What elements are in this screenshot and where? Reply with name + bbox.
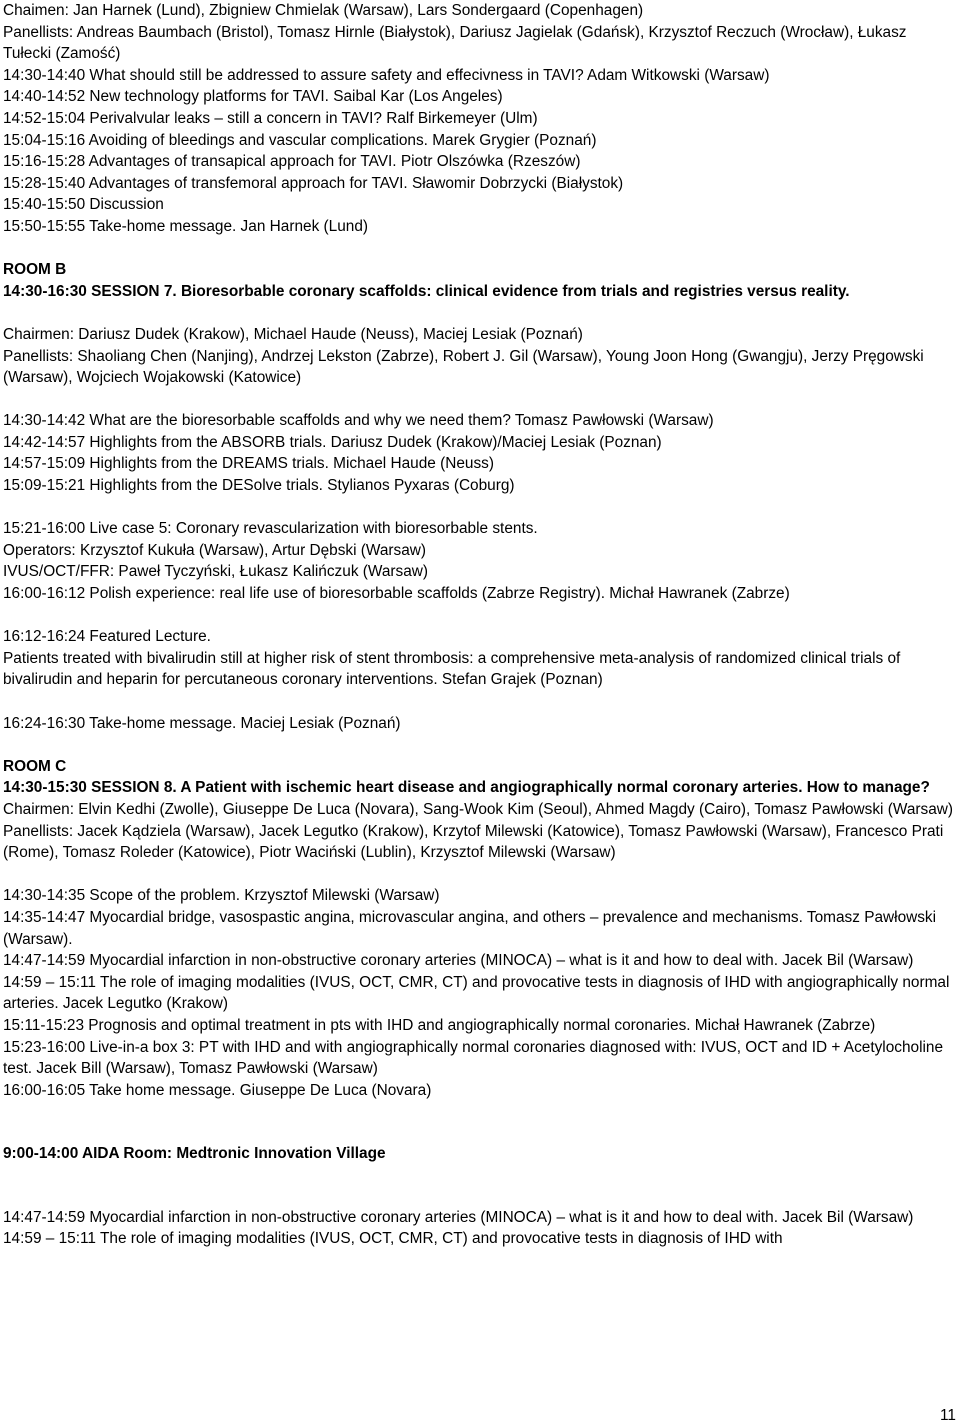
session7-talk: 14:57-15:09 Highlights from the DREAMS trials. Michael Haude (Neuss) (3, 455, 494, 473)
aida-talk: 14:47-14:59 Myocardial infarction in non-obstructive coronary arteries (MINOCA) – what is it and how to deal with. Jacek Bil (Warsaw) (3, 1208, 914, 1226)
session8-chairmen: Chairmen: Elvin Kedhi (Zwolle), Giuseppe De Luca (Novara), Sang-Wook Kim (Seoul), Ahmed Magdy (Cairo), Tomasz Pawłowski (Warsaw) (3, 800, 953, 818)
session7-talk: 14:30-14:42 What are the bioresorbable scaffolds and why we need them? Tomasz Pawłowski (Warsaw) (3, 412, 714, 430)
session8-title: 14:30-15:30 SESSION 8. A Patient with ischemic heart disease and angiographically normal coronary arteries. How to manage? (3, 779, 930, 797)
live-case-operators: Operators: Krzysztof Kukuła (Warsaw), Artur Dębski (Warsaw) (3, 541, 427, 559)
session6-talk: 15:40-15:50 Discussion (3, 196, 164, 214)
session7-talk: 14:42-14:57 Highlights from the ABSORB trials. Dariusz Dudek (Krakow)/Maciej Lesiak (Poznan) (3, 433, 662, 451)
session6-talk: 15:28-15:40 Advantages of transfemoral approach for TAVI. Sławomir Dobrzycki (Białystok) (3, 174, 624, 192)
session8-talk: 14:59 – 15:11 The role of imaging modalities (IVUS, OCT, CMR, CT) and provocative tests in diagnosis of IHD with angiographically normal arteries. Jacek Legutko (Krakow) (3, 973, 950, 1013)
session6-panellists: Panellists: Andreas Baumbach (Bristol), Tomasz Hirnle (Białystok), Dariusz Jagielak (Gdańsk), Krzysztof Reczuch (Wrocław), Łukasz Tułecki (Zamość) (3, 23, 907, 63)
session8-talk: 14:35-14:47 Myocardial bridge, vasospastic angina, microvascular angina, and others – prevalence and mechanisms. Tomasz Pawłowski (Warsaw). (3, 908, 937, 948)
session6-talk: 14:52-15:04 Perivalvular leaks – still a concern in TAVI? Ralf Birkemeyer (Ulm) (3, 109, 538, 127)
spacer (3, 302, 958, 324)
session6-talk: 15:50-15:55 Take-home message. Jan Harnek (Lund) (3, 217, 369, 235)
session8-talk: 15:11-15:23 Prognosis and optimal treatment in pts with IHD and angiographically normal coronaries. Michał Hawranek (Zabrze) (3, 1016, 876, 1034)
session6-talk: 15:04-15:16 Avoiding of bleedings and vascular complications. Marek Grygier (Poznań) (3, 131, 597, 149)
spacer (3, 691, 958, 713)
spacer (3, 238, 958, 260)
session8-talk: 15:23-16:00 Live-in-a box 3: PT with IHD and with angiographically normal coronaries diagnosed with: IVUS, OCT and ID + Acetylocholine test. Jacek Bill (Warsaw), Tomasz Pawłowski (Warsaw) (3, 1038, 944, 1078)
spacer (3, 1165, 958, 1195)
session8-panellists: Panellists: Jacek Kądziela (Warsaw), Jacek Legutko (Krakow), Krzytof Milewski (Katowice), Tomasz Pawłowski (Warsaw), Francesco Prati (Rome), Tomasz Roleder (Katowice), Piotr Waciński (Lublin), Krzysztof Milewski (Warsaw) (3, 822, 944, 862)
spacer (3, 864, 958, 886)
session8-talk: 16:00-16:05 Take home message. Giuseppe De Luca (Novara) (3, 1081, 432, 1099)
program-page (3, 0, 958, 1250)
room-c-heading: ROOM C (3, 757, 67, 775)
page-number: 11 (940, 1407, 956, 1424)
session8-talk: 14:47-14:59 Myocardial infarction in non-obstructive coronary arteries (MINOCA) – what is it and how to deal with. Jacek Bil (Warsaw) (3, 952, 914, 970)
aida-talk: 14:59 – 15:11 The role of imaging modalities (IVUS, OCT, CMR, CT) and provocative tests in diagnosis of IHD with (3, 1230, 783, 1248)
session7-take-home: 16:24-16:30 Take-home message. Maciej Lesiak (Poznań) (3, 714, 401, 732)
session6-talk: 14:30-14:40 What should still be addressed to assure safety and effecivness in TAVI? Adam Witkowski (Warsaw) (3, 66, 770, 84)
session8-talk: 14:30-14:35 Scope of the problem. Krzysztof Milewski (Warsaw) (3, 887, 440, 905)
session6-talk: 14:40-14:52 New technology platforms for TAVI. Saibal Kar (Los Angeles) (3, 88, 503, 106)
featured-lecture-text: Patients treated with bivalirudin still at higher risk of stent thrombosis: a comprehensive meta-analysis of randomized clinical trials of bivalirudin and heparin for percutaneous coronary interventions. Stefan Grajek (Poznan) (3, 649, 901, 689)
session7-panellists: Panellists: Shaoliang Chen (Nanjing), Andrzej Lekston (Zabrze), Robert J. Gil (Warsaw), Young Joon Hong (Gwangju), Jerzy Pręgowski (Warsaw), Wojciech Wojakowski (Katowice) (3, 347, 924, 387)
featured-lecture-time: 16:12-16:24 Featured Lecture. (3, 628, 211, 646)
spacer (3, 1101, 958, 1131)
session6-chairmen: Chaimen: Jan Harnek (Lund), Zbigniew Chmielak (Warsaw), Lars Sondergaard (Copenhagen) (3, 2, 644, 19)
polish-experience: 16:00-16:12 Polish experience: real life use of bioresorbable scaffolds (Zabrze Registry). Michał Hawranek (Zabrze) (3, 585, 790, 603)
spacer (3, 1195, 958, 1207)
live-case-ivus: IVUS/OCT/FFR: Paweł Tyczyński, Łukasz Kalińczuk (Warsaw) (3, 563, 429, 581)
room-b-heading: ROOM B (3, 261, 67, 279)
live-case-5: 15:21-16:00 Live case 5: Coronary revascularization with bioresorbable stents. (3, 520, 538, 538)
spacer (3, 497, 958, 519)
session6-talk: 15:16-15:28 Advantages of transapical approach for TAVI. Piotr Olszówka (Rzeszów) (3, 153, 581, 171)
session7-title: 14:30-16:30 SESSION 7. Bioresorbable coronary scaffolds: clinical evidence from trials and registries versus reality. (3, 282, 850, 300)
spacer (3, 1131, 958, 1143)
spacer (3, 389, 958, 411)
spacer (3, 734, 958, 756)
spacer (3, 605, 958, 627)
aida-room-title: 9:00-14:00 AIDA Room: Medtronic Innovation Village (3, 1145, 386, 1163)
session7-talk: 15:09-15:21 Highlights from the DESolve trials. Stylianos Pyxaras (Coburg) (3, 477, 515, 495)
session7-chairmen: Chairmen: Dariusz Dudek (Krakow), Michael Haude (Neuss), Maciej Lesiak (Poznań) (3, 325, 583, 343)
